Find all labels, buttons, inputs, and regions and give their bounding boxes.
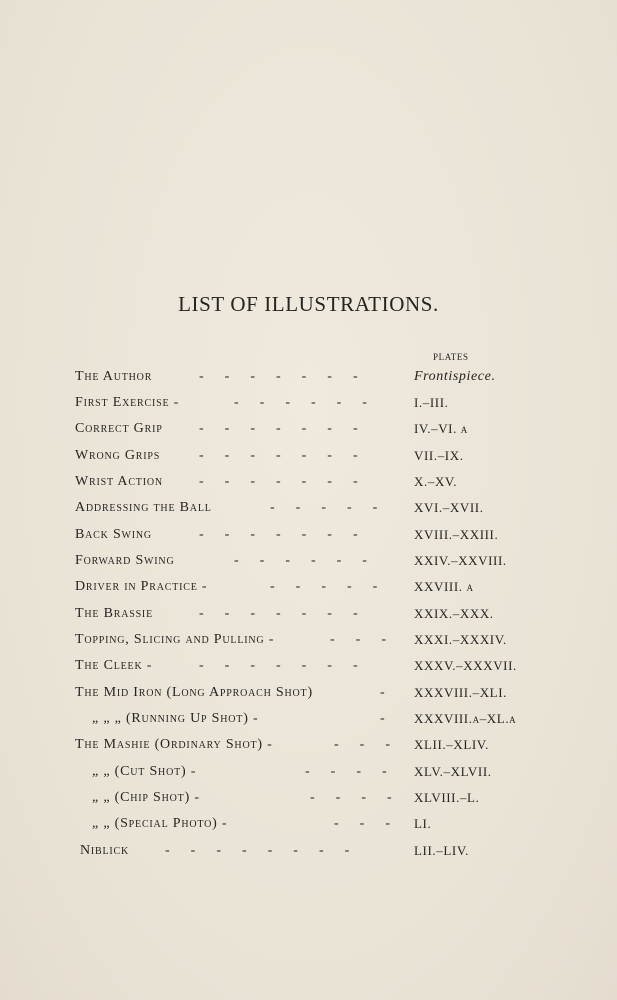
entry-label: The Brassie bbox=[75, 606, 153, 621]
entry-plate: LII.–LIV. bbox=[414, 843, 469, 858]
entry-label: „ „ „ (Running Up Shot) - bbox=[92, 711, 259, 726]
entry-label: „ „ (Special Photo) - bbox=[92, 816, 228, 831]
entry-plate: XVIII.–XXIII. bbox=[414, 527, 499, 542]
entry-plate: X.–XV. bbox=[414, 474, 458, 489]
entry-label: Wrong Grips bbox=[75, 448, 161, 463]
entry-label: The Author bbox=[75, 369, 153, 384]
leader-dashes: - - - - - bbox=[270, 579, 378, 594]
list-item bbox=[0, 839, 617, 863]
leader-dashes: - - - - - - - - bbox=[165, 843, 350, 858]
leader-dashes: - - - bbox=[334, 737, 390, 752]
entry-plate: XXVIII. a bbox=[414, 579, 474, 594]
list-item bbox=[0, 760, 617, 784]
list-item bbox=[0, 654, 617, 678]
entry-label: Back Swing bbox=[75, 527, 152, 542]
entry-plate: Frontispiece. bbox=[414, 369, 496, 384]
list-item bbox=[0, 812, 617, 836]
entry-label: Niblick bbox=[80, 843, 130, 858]
entry-plate: XXXVIII.–XLI. bbox=[414, 685, 507, 700]
entry-label: „ „ (Chip Shot) - bbox=[92, 790, 200, 805]
list-item bbox=[0, 365, 617, 389]
entry-plate: XXXV.–XXXVII. bbox=[414, 658, 517, 673]
list-item bbox=[0, 496, 617, 520]
leader-dashes: - bbox=[380, 685, 385, 700]
list-item bbox=[0, 391, 617, 415]
entry-plate: XXXVIII.a–XL.a bbox=[414, 711, 517, 726]
page-title: LIST OF ILLUSTRATIONS. bbox=[178, 292, 439, 316]
entry-label: The Mid Iron (Long Approach Shot) bbox=[75, 685, 313, 700]
leader-dashes: - - - - - - - bbox=[199, 369, 358, 384]
entry-label: Forward Swing bbox=[75, 553, 175, 568]
leader-dashes: - - - - - - - bbox=[199, 474, 358, 489]
plates-column-header: PLATES bbox=[433, 352, 469, 362]
leader-dashes: - - - - - - - bbox=[199, 527, 358, 542]
entry-label: Driver in Practice - bbox=[75, 579, 208, 594]
entry-plate: XXIV.–XXVIII. bbox=[414, 553, 507, 568]
entry-plate: LI. bbox=[414, 816, 432, 831]
entry-label: Wrist Action bbox=[75, 474, 163, 489]
leader-dashes: - - - - - - bbox=[234, 553, 367, 568]
entry-label: First Exercise - bbox=[75, 395, 180, 410]
leader-dashes: - - - - bbox=[305, 764, 387, 779]
entry-plate: XLII.–XLIV. bbox=[414, 737, 489, 752]
list-item bbox=[0, 523, 617, 547]
leader-dashes: - - - - - - - bbox=[199, 658, 358, 673]
leader-dashes: - - - - - - bbox=[234, 395, 367, 410]
entry-plate: XXXI.–XXXIV. bbox=[414, 632, 507, 647]
entry-label: Topping, Slicing and Pulling - bbox=[75, 632, 275, 647]
list-item bbox=[0, 549, 617, 573]
list-item bbox=[0, 628, 617, 652]
leader-dashes: - - - - - - - bbox=[199, 606, 358, 621]
entry-plate: VII.–IX. bbox=[414, 448, 464, 463]
entry-label: „ „ (Cut Shot) - bbox=[92, 764, 197, 779]
list-item bbox=[0, 444, 617, 468]
leader-dashes: - - - bbox=[334, 816, 390, 831]
list-item bbox=[0, 575, 617, 599]
leader-dashes: - bbox=[380, 711, 385, 726]
entry-plate: XLV.–XLVII. bbox=[414, 764, 492, 779]
entry-label: The Mashie (Ordinary Shot) - bbox=[75, 737, 273, 752]
list-item bbox=[0, 786, 617, 810]
entry-label: Addressing the Ball bbox=[75, 500, 212, 515]
list-item bbox=[0, 733, 617, 757]
entry-plate: IV.–VI. a bbox=[414, 421, 468, 436]
entry-label: The Cleek - bbox=[75, 658, 153, 673]
entry-label: Correct Grip bbox=[75, 421, 163, 436]
list-item bbox=[0, 470, 617, 494]
entry-plate: I.–III. bbox=[414, 395, 449, 410]
leader-dashes: - - - - - - - bbox=[199, 421, 358, 436]
leader-dashes: - - - - bbox=[310, 790, 392, 805]
entry-plate: XVI.–XVII. bbox=[414, 500, 484, 515]
list-item bbox=[0, 602, 617, 626]
leader-dashes: - - - - - - - bbox=[199, 448, 358, 463]
entry-plate: XLVIII.–L. bbox=[414, 790, 480, 805]
leader-dashes: - - - - - bbox=[270, 500, 378, 515]
list-item bbox=[0, 707, 617, 731]
list-item bbox=[0, 681, 617, 705]
leader-dashes: - - - bbox=[330, 632, 386, 647]
entry-plate: XXIX.–XXX. bbox=[414, 606, 494, 621]
list-item bbox=[0, 417, 617, 441]
